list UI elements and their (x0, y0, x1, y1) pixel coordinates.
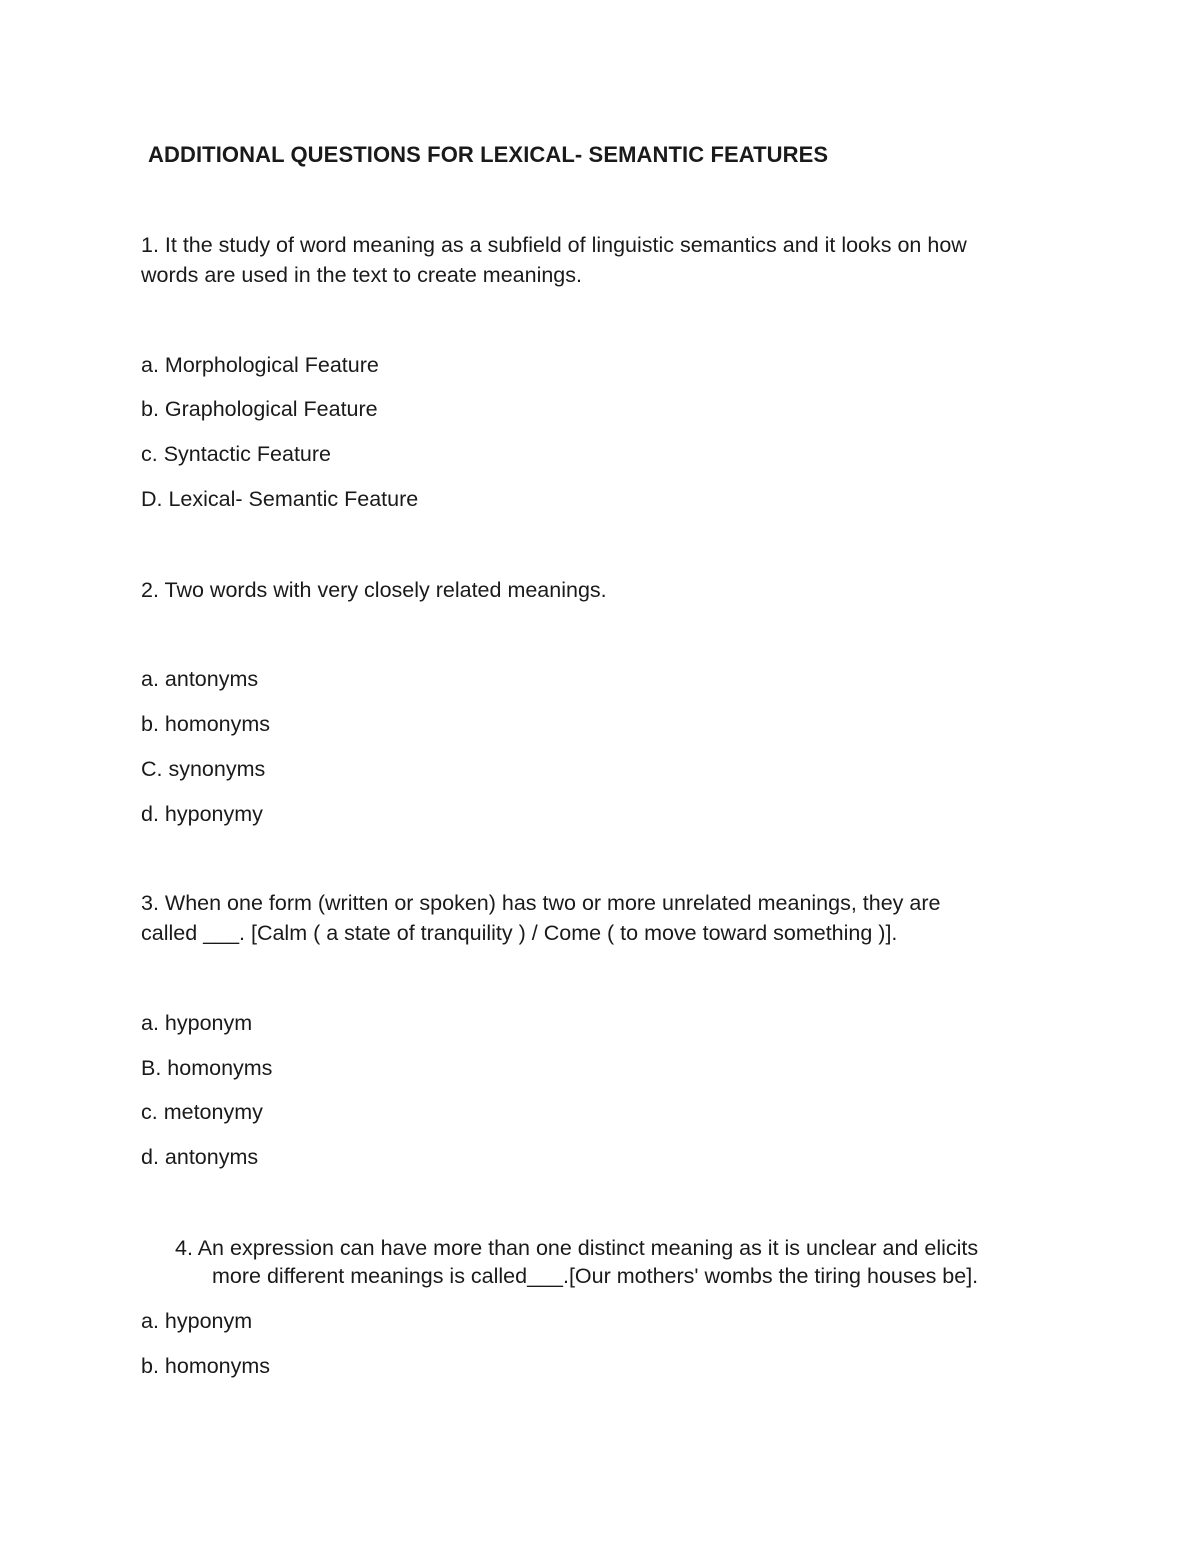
question-1-option-b: b. Graphological Feature (141, 397, 378, 421)
question-1-option-c: c. Syntactic Feature (141, 442, 331, 466)
question-4-text-line-1: 4. An expression can have more than one distinct meaning as it is unclear and elicits (175, 1236, 979, 1260)
question-2-option-a: a. antonyms (141, 667, 259, 691)
question-2-option-c: C. synonyms (141, 757, 266, 781)
question-2-option-d: d. hyponymy (141, 802, 263, 826)
question-3-option-a: a. hyponym (141, 1011, 253, 1035)
question-4-text-line-2: more different meanings is called___.[Our mothers' wombs the tiring houses be]. (212, 1264, 979, 1288)
document-title: ADDITIONAL QUESTIONS FOR LEXICAL- SEMANTIC FEATURES (148, 142, 829, 167)
question-1-option-d: D. Lexical- Semantic Feature (141, 487, 419, 511)
question-2-option-b: b. homonyms (141, 712, 271, 736)
question-4-option-b: b. homonyms (141, 1354, 271, 1378)
question-2-text-line-1: 2. Two words with very closely related meanings. (141, 578, 607, 602)
question-3-option-b: B. homonyms (141, 1056, 273, 1080)
question-1-text-line-1: 1. It the study of word meaning as a subfield of linguistic semantics and it looks on how (141, 233, 967, 257)
question-3-text-line-1: 3. When one form (written or spoken) has two or more unrelated meanings, they are (141, 891, 941, 915)
question-3-option-d: d. antonyms (141, 1145, 259, 1169)
question-1-text-line-2: words are used in the text to create meanings. (141, 263, 582, 287)
question-3-text-line-2: called ___. [Calm ( a state of tranquility ) / Come ( to move toward something )]. (141, 921, 898, 945)
question-1-option-a: a. Morphological Feature (141, 353, 379, 377)
question-3-option-c: c. metonymy (141, 1100, 263, 1124)
question-4-option-a: a. hyponym (141, 1309, 253, 1333)
